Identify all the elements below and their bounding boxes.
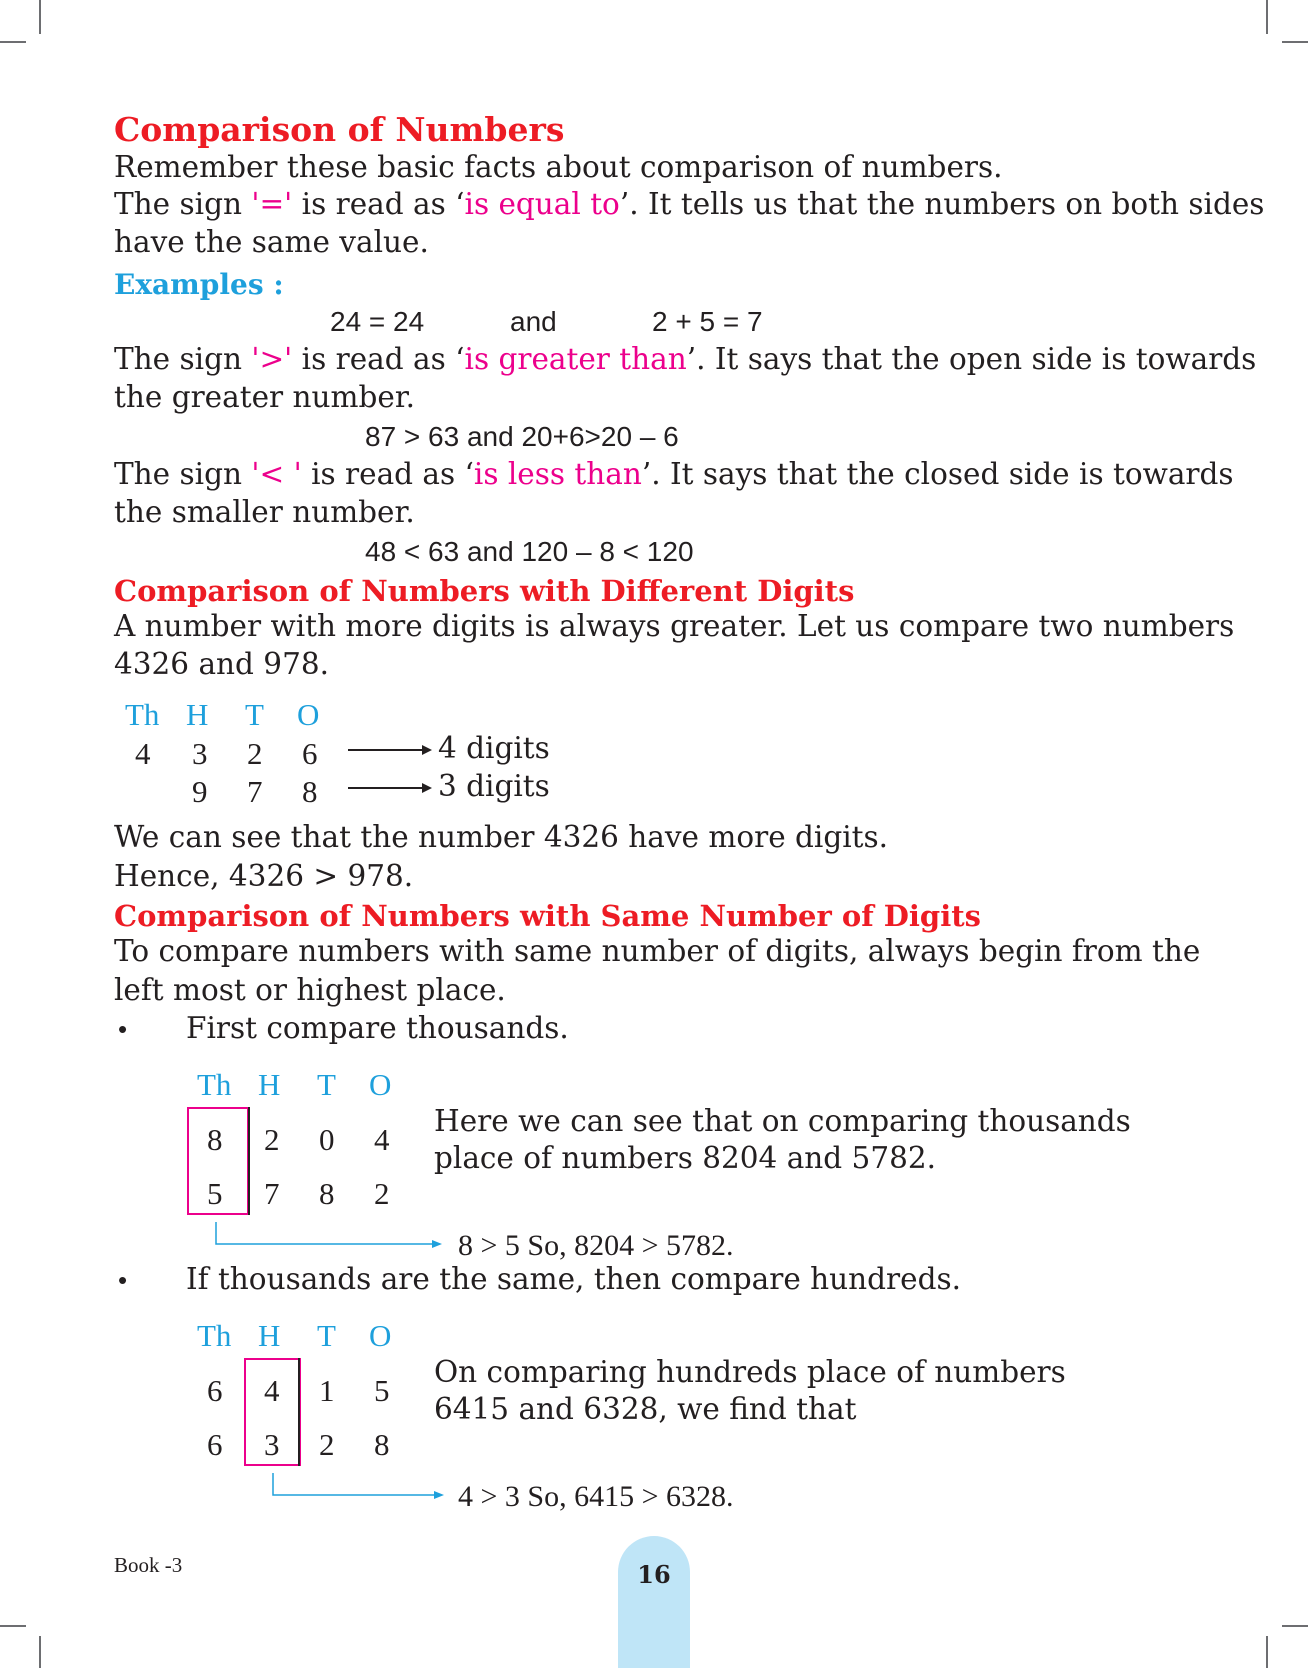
section-heading-same-digits: Comparison of Numbers with Same Number of Digits [114,899,981,933]
less-text-end: ’. It says that the closed side is towards [641,457,1234,491]
different-digits-conclusion2: Hence, 4326 > 978. [114,859,414,893]
row2-digit-count: 3 digits [438,769,550,803]
digit: 2 [374,1176,390,1211]
bullet-text: First compare thousands. [186,1011,569,1045]
table1-description-line1: Here we can see that on comparing thousands [434,1104,1131,1138]
equal-read-as: is equal to [464,187,620,221]
digit: 3 [264,1427,280,1462]
crop-mark [1282,41,1308,43]
digit: 2 [319,1427,335,1462]
digit: 2 [247,736,263,771]
less-paragraph-line2: the smaller number. [114,495,415,529]
equal-text-end: ’. It tells us that the numbers on both sides [619,187,1265,221]
table1-description-line2: place of numbers 8204 and 5782. [434,1141,937,1175]
digit: 9 [192,774,208,809]
digit: 6 [302,736,318,771]
place-value-o: O [369,1318,392,1353]
digit: 4 [264,1373,280,1408]
arrow-icon [346,742,432,758]
equal-example-left: 24 = 24 [330,306,425,337]
place-value-t: T [317,1067,336,1102]
place-value-h: H [258,1067,281,1102]
arrow-icon [346,780,432,796]
less-example: 48 < 63 and 120 – 8 < 120 [365,536,694,567]
place-value-t: T [245,697,264,732]
greater-text-end: ’. It says that the open side is towards [686,342,1257,376]
place-value-th: Th [125,697,160,732]
greater-read-as: is greater than [464,342,687,376]
greater-example: 87 > 63 and 20+6>20 – 6 [365,421,679,452]
greater-paragraph-line1 [114,342,1257,376]
page-number: 16 [637,1560,671,1589]
equal-text-mid: is read as ‘ [292,187,465,221]
greater-sign: '>' [251,342,293,376]
result-arrow-icon [271,1473,446,1503]
place-value-h: H [258,1318,281,1353]
table2-description-line2: 6415 and 6328, we find that [434,1392,857,1426]
same-digits-line2: left most or highest place. [114,973,506,1007]
greater-paragraph-line2: the greater number. [114,380,416,414]
table2-description-line1: On comparing hundreds place of numbers [434,1355,1066,1389]
less-read-as: is less than [473,457,642,491]
section-heading-different-digits: Comparison of Numbers with Different Digits [114,574,855,608]
crop-mark [1282,1625,1308,1627]
crop-mark [39,0,41,34]
column-divider [193,1107,403,1215]
less-sign: '< ' [251,457,302,491]
digit: 8 [207,1122,223,1157]
equal-example-right: 2 + 5 = 7 [652,306,763,337]
different-digits-line1: A number with more digits is always greater. Let us compare two numbers [114,609,1235,643]
digit: 4 [135,736,151,771]
bullet-text: If thousands are the same, then compare hundreds. [186,1262,962,1296]
greater-text-mid: is read as ‘ [292,342,465,376]
different-digits-line2: 4326 and 978. [114,647,329,681]
digit: 8 [319,1176,335,1211]
crop-mark [1266,1636,1268,1668]
crop-mark [0,41,26,43]
equal-example-joiner: and [510,306,557,337]
digit: 7 [247,774,263,809]
place-value-h: H [186,697,209,732]
crop-mark [0,1625,26,1627]
equal-paragraph-line1 [114,187,1265,221]
bullet-icon: • [118,1265,128,1295]
book-label: Book -3 [114,1553,183,1577]
digit: 3 [192,736,208,771]
examples-label: Examples : [114,268,284,301]
equal-text-start: The sign [114,187,252,221]
digit: 5 [207,1176,223,1211]
digit: 2 [264,1122,280,1157]
row1-digit-count: 4 digits [438,731,550,765]
digit: 6 [207,1373,223,1408]
intro-text: Remember these basic facts about comparison of numbers. [114,150,1003,184]
digit: 0 [319,1122,335,1157]
table1-result: 8 > 5 So, 8204 > 5782. [458,1229,734,1262]
place-value-th: Th [197,1067,232,1102]
page-number-tab [618,1536,690,1668]
place-value-th: Th [197,1318,232,1353]
equal-sign: '=' [251,187,293,221]
digit: 1 [319,1373,335,1408]
different-digits-conclusion1: We can see that the number 4326 have more digits. [114,820,889,854]
equal-paragraph-line2: have the same value. [114,225,429,259]
place-value-o: O [369,1067,392,1102]
less-paragraph-line1 [114,457,1234,491]
table2-result: 4 > 3 So, 6415 > 6328. [458,1480,734,1513]
digit: 6 [207,1427,223,1462]
column-divider [193,1358,403,1466]
digit: 8 [302,774,318,809]
less-text-mid: is read as ‘ [301,457,474,491]
place-value-t: T [317,1318,336,1353]
digit: 4 [374,1122,390,1157]
crop-mark [39,1636,41,1668]
digit: 8 [374,1427,390,1462]
place-value-o: O [297,697,320,732]
greater-text-start: The sign [114,342,252,376]
page-title: Comparison of Numbers [114,110,565,149]
same-digits-line1: To compare numbers with same number of digits, always begin from the [114,934,1201,968]
digit: 7 [264,1176,280,1211]
digit: 5 [374,1373,390,1408]
result-arrow-icon [214,1222,444,1252]
less-text-start: The sign [114,457,252,491]
crop-mark [1266,0,1268,34]
bullet-icon: • [118,1014,128,1044]
